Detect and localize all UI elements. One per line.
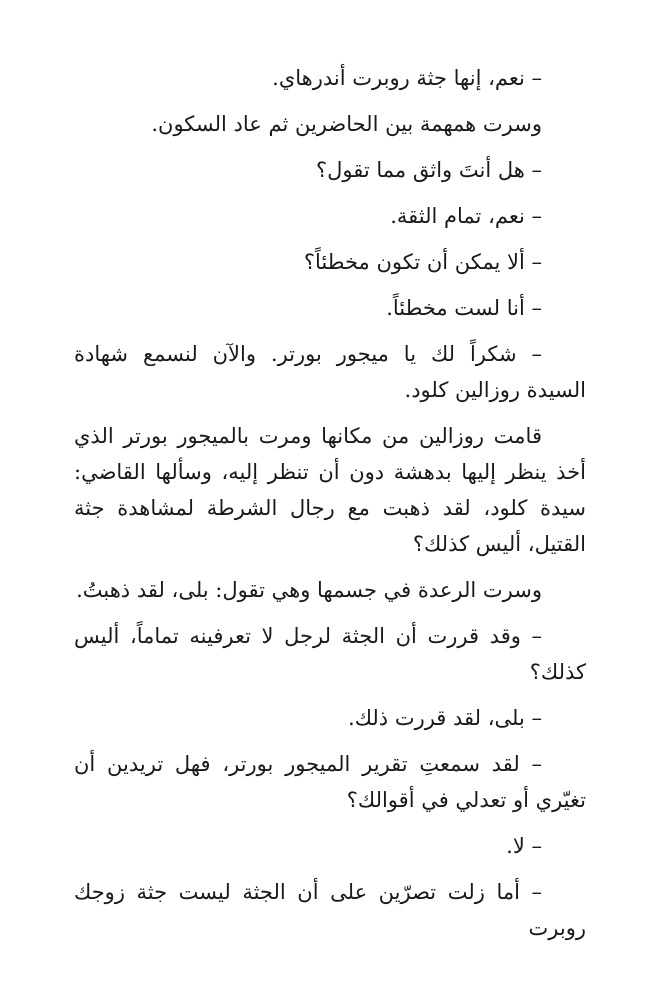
paragraph-3: – هل أنتَ واثق مما تقول؟ — [316, 158, 542, 182]
paragraph-13: – لا. — [506, 834, 542, 858]
paragraph-12: – لقد سمعتِ تقرير الميجور بورتر، فهل تريدين أن تغيّري أو تعدلي في أقوالك؟ — [74, 752, 586, 812]
paragraph-11: – بلى، لقد قررت ذلك. — [348, 706, 542, 730]
paragraph-6: – أنا لست مخطئاً. — [386, 296, 542, 320]
paragraph-10: – وقد قررت أن الجثة لرجل لا تعرفينه تماماً، أليس كذلك؟ — [74, 624, 586, 684]
paragraph-2: وسرت همهمة بين الحاضرين ثم عاد السكون. — [151, 112, 542, 136]
paragraph-1: – نعم، إنها جثة روبرت أندرهاي. — [272, 66, 542, 90]
paragraph-8: قامت روزالين من مكانها ومرت بالميجور بورتر الذي أخذ ينظر إليها بدهشة دون أن تنظر إليه، وسألها القاضي: سيدة كلود، لقد ذهبت مع رجال الشرطة لمشاهدة جثة القتيل، أليس كذلك؟ — [74, 424, 586, 556]
paragraph-7: – شكراً لك يا ميجور بورتر. والآن لنسمع شهادة السيدة روزالين كلود. — [74, 342, 586, 402]
paragraph-5: – ألا يمكن أن تكون مخطئاً؟ — [303, 250, 542, 274]
paragraph-9: وسرت الرعدة في جسمها وهي تقول: بلى، لقد ذهبتُ. — [76, 578, 542, 602]
paragraph-4: – نعم، تمام الثقة. — [390, 204, 542, 228]
paragraph-14: – أما زلت تصرّين على أن الجثة ليست جثة زوجك روبرت — [74, 880, 586, 940]
text-column — [74, 60, 586, 956]
